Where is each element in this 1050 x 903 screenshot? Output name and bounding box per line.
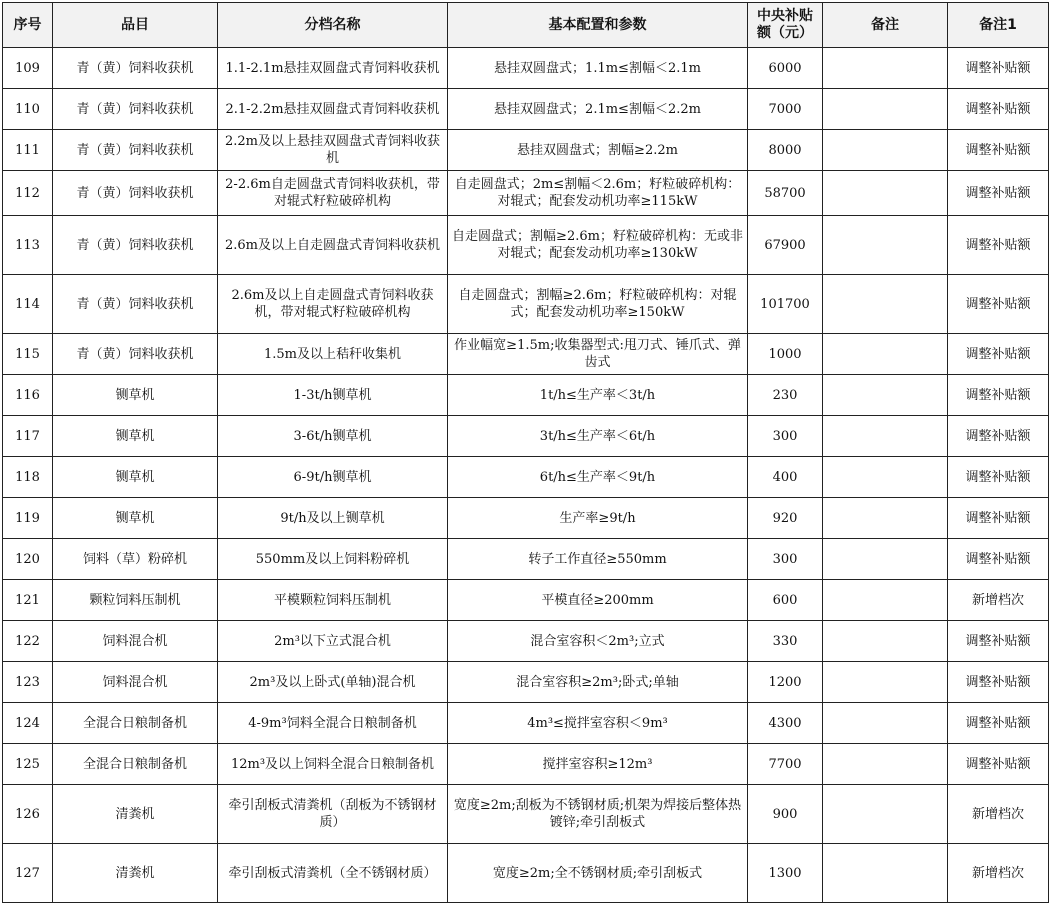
cell-item: 铡草机: [53, 498, 218, 539]
cell-remark: [823, 375, 948, 416]
cell-remark: [823, 785, 948, 844]
table-row: [3, 844, 1049, 903]
header-subsidy: 中央补贴额（元）: [748, 3, 823, 48]
cell-remark1: 调整补贴额: [948, 457, 1049, 498]
cell-tier: 3-6t/h铡草机: [218, 416, 448, 457]
cell-remark1: 新增档次: [948, 580, 1049, 621]
cell-remark1: 调整补贴额: [948, 662, 1049, 703]
cell-subsidy: 67900: [748, 216, 823, 275]
table-row: [3, 703, 1049, 744]
cell-tier: 2.6m及以上自走圆盘式青饲料收获机，带对辊式籽粒破碎机构: [218, 275, 448, 334]
cell-remark1: 调整补贴额: [948, 171, 1049, 216]
cell-tier: 550mm及以上饲料粉碎机: [218, 539, 448, 580]
cell-remark1: 调整补贴额: [948, 539, 1049, 580]
cell-spec: 6t/h≤生产率＜9t/h: [448, 457, 748, 498]
cell-item: 青（黄）饲料收获机: [53, 48, 218, 89]
cell-subsidy: 920: [748, 498, 823, 539]
cell-no: 117: [3, 416, 53, 457]
cell-spec: 自走圆盘式；割幅≥2.6m；籽粒破碎机构：无或非对辊式；配套发动机功率≥130kW: [448, 216, 748, 275]
cell-remark: [823, 216, 948, 275]
cell-subsidy: 900: [748, 785, 823, 844]
cell-spec: 平模直径≥200mm: [448, 580, 748, 621]
header-no: 序号: [3, 3, 53, 48]
cell-remark: [823, 171, 948, 216]
table-row: [3, 375, 1049, 416]
cell-remark: [823, 130, 948, 171]
cell-tier: 2.2m及以上悬挂双圆盘式青饲料收获机: [218, 130, 448, 171]
cell-item: 青（黄）饲料收获机: [53, 89, 218, 130]
cell-remark1: 新增档次: [948, 844, 1049, 903]
cell-no: 109: [3, 48, 53, 89]
cell-subsidy: 101700: [748, 275, 823, 334]
cell-item: 青（黄）饲料收获机: [53, 216, 218, 275]
header-spec: 基本配置和参数: [448, 3, 748, 48]
cell-remark: [823, 498, 948, 539]
cell-subsidy: 300: [748, 539, 823, 580]
cell-remark: [823, 334, 948, 375]
cell-item: 饲料（草）粉碎机: [53, 539, 218, 580]
cell-item: 清粪机: [53, 785, 218, 844]
cell-tier: 2m³以下立式混合机: [218, 621, 448, 662]
table-row: [3, 457, 1049, 498]
cell-subsidy: 300: [748, 416, 823, 457]
table-row: [3, 89, 1049, 130]
cell-tier: 2m³及以上卧式(单轴)混合机: [218, 662, 448, 703]
cell-remark: [823, 48, 948, 89]
cell-no: 127: [3, 844, 53, 903]
cell-remark: [823, 744, 948, 785]
cell-spec: 混合室容积≥2m³;卧式;单轴: [448, 662, 748, 703]
cell-no: 112: [3, 171, 53, 216]
cell-remark: [823, 844, 948, 903]
cell-item: 全混合日粮制备机: [53, 703, 218, 744]
cell-subsidy: 1300: [748, 844, 823, 903]
cell-item: 饲料混合机: [53, 662, 218, 703]
cell-no: 114: [3, 275, 53, 334]
cell-tier: 2.1-2.2m悬挂双圆盘式青饲料收获机: [218, 89, 448, 130]
cell-remark1: 调整补贴额: [948, 621, 1049, 662]
cell-no: 110: [3, 89, 53, 130]
cell-no: 123: [3, 662, 53, 703]
cell-no: 124: [3, 703, 53, 744]
cell-spec: 1t/h≤生产率＜3t/h: [448, 375, 748, 416]
cell-subsidy: 7700: [748, 744, 823, 785]
cell-no: 122: [3, 621, 53, 662]
cell-subsidy: 4300: [748, 703, 823, 744]
cell-spec: 自走圆盘式；割幅≥2.6m；籽粒破碎机构：对辊式；配套发动机功率≥150kW: [448, 275, 748, 334]
cell-subsidy: 1000: [748, 334, 823, 375]
cell-tier: 平模颗粒饲料压制机: [218, 580, 448, 621]
cell-tier: 1.5m及以上秸秆收集机: [218, 334, 448, 375]
cell-no: 120: [3, 539, 53, 580]
cell-no: 118: [3, 457, 53, 498]
header-remark: 备注: [823, 3, 948, 48]
cell-remark: [823, 275, 948, 334]
cell-no: 115: [3, 334, 53, 375]
cell-item: 青（黄）饲料收获机: [53, 334, 218, 375]
cell-remark1: 调整补贴额: [948, 216, 1049, 275]
table-row: [3, 130, 1049, 171]
table-row: [3, 275, 1049, 334]
table-row: [3, 498, 1049, 539]
cell-remark: [823, 457, 948, 498]
cell-tier: 1-3t/h铡草机: [218, 375, 448, 416]
cell-item: 铡草机: [53, 457, 218, 498]
cell-remark: [823, 580, 948, 621]
header-row: [3, 3, 1049, 48]
cell-spec: 生产率≥9t/h: [448, 498, 748, 539]
table-row: [3, 416, 1049, 457]
cell-remark: [823, 662, 948, 703]
cell-remark1: 调整补贴额: [948, 48, 1049, 89]
cell-subsidy: 7000: [748, 89, 823, 130]
cell-remark1: 调整补贴额: [948, 375, 1049, 416]
table-body: [3, 48, 1049, 903]
header-item: 品目: [53, 3, 218, 48]
cell-spec: 悬挂双圆盘式；割幅≥2.2m: [448, 130, 748, 171]
cell-remark: [823, 416, 948, 457]
cell-subsidy: 8000: [748, 130, 823, 171]
cell-remark: [823, 621, 948, 662]
cell-subsidy: 58700: [748, 171, 823, 216]
cell-subsidy: 230: [748, 375, 823, 416]
cell-item: 颗粒饲料压制机: [53, 580, 218, 621]
cell-item: 青（黄）饲料收获机: [53, 171, 218, 216]
cell-item: 青（黄）饲料收获机: [53, 130, 218, 171]
cell-remark1: 调整补贴额: [948, 416, 1049, 457]
header-tier: 分档名称: [218, 3, 448, 48]
table-row: [3, 580, 1049, 621]
cell-spec: 宽度≥2m;全不锈钢材质;牵引刮板式: [448, 844, 748, 903]
table-row: [3, 171, 1049, 216]
cell-spec: 3t/h≤生产率＜6t/h: [448, 416, 748, 457]
cell-subsidy: 330: [748, 621, 823, 662]
cell-remark: [823, 539, 948, 580]
cell-tier: 2-2.6m自走圆盘式青饲料收获机，带对辊式籽粒破碎机构: [218, 171, 448, 216]
table-row: [3, 785, 1049, 844]
cell-spec: 转子工作直径≥550mm: [448, 539, 748, 580]
cell-remark: [823, 703, 948, 744]
cell-subsidy: 600: [748, 580, 823, 621]
cell-remark1: 新增档次: [948, 785, 1049, 844]
cell-tier: 6-9t/h铡草机: [218, 457, 448, 498]
cell-tier: 牵引刮板式清粪机（刮板为不锈钢材质）: [218, 785, 448, 844]
cell-item: 青（黄）饲料收获机: [53, 275, 218, 334]
cell-item: 铡草机: [53, 375, 218, 416]
cell-item: 清粪机: [53, 844, 218, 903]
table-row: [3, 662, 1049, 703]
cell-tier: 12m³及以上饲料全混合日粮制备机: [218, 744, 448, 785]
cell-no: 113: [3, 216, 53, 275]
cell-no: 126: [3, 785, 53, 844]
cell-tier: 9t/h及以上铡草机: [218, 498, 448, 539]
cell-remark: [823, 89, 948, 130]
cell-subsidy: 6000: [748, 48, 823, 89]
table-row: [3, 48, 1049, 89]
cell-remark1: 调整补贴额: [948, 89, 1049, 130]
cell-spec: 宽度≥2m;刮板为不锈钢材质;机架为焊接后整体热镀锌;牵引刮板式: [448, 785, 748, 844]
cell-spec: 自走圆盘式；2m≤割幅＜2.6m；籽粒破碎机构：对辊式；配套发动机功率≥115kW: [448, 171, 748, 216]
table-row: [3, 621, 1049, 662]
cell-spec: 搅拌室容积≥12m³: [448, 744, 748, 785]
cell-spec: 4m³≤搅拌室容积＜9m³: [448, 703, 748, 744]
cell-tier: 1.1-2.1m悬挂双圆盘式青饲料收获机: [218, 48, 448, 89]
table-row: [3, 334, 1049, 375]
cell-remark1: 调整补贴额: [948, 498, 1049, 539]
cell-item: 铡草机: [53, 416, 218, 457]
table-row: [3, 539, 1049, 580]
cell-no: 121: [3, 580, 53, 621]
cell-item: 饲料混合机: [53, 621, 218, 662]
cell-remark1: 调整补贴额: [948, 744, 1049, 785]
cell-tier: 4-9m³饲料全混合日粮制备机: [218, 703, 448, 744]
cell-remark1: 调整补贴额: [948, 275, 1049, 334]
cell-spec: 混合室容积＜2m³;立式: [448, 621, 748, 662]
subsidy-table: [2, 2, 1049, 903]
table-row: [3, 744, 1049, 785]
cell-no: 116: [3, 375, 53, 416]
cell-subsidy: 1200: [748, 662, 823, 703]
cell-no: 119: [3, 498, 53, 539]
table-row: [3, 216, 1049, 275]
header-remark1: 备注1: [948, 3, 1049, 48]
cell-remark1: 调整补贴额: [948, 130, 1049, 171]
cell-spec: 悬挂双圆盘式；1.1m≤割幅＜2.1m: [448, 48, 748, 89]
cell-subsidy: 400: [748, 457, 823, 498]
cell-no: 125: [3, 744, 53, 785]
cell-tier: 牵引刮板式清粪机（全不锈钢材质）: [218, 844, 448, 903]
cell-spec: 悬挂双圆盘式；2.1m≤割幅＜2.2m: [448, 89, 748, 130]
cell-item: 全混合日粮制备机: [53, 744, 218, 785]
cell-spec: 作业幅宽≥1.5m;收集器型式:甩刀式、锤爪式、弹齿式: [448, 334, 748, 375]
cell-no: 111: [3, 130, 53, 171]
cell-remark1: 调整补贴额: [948, 703, 1049, 744]
cell-tier: 2.6m及以上自走圆盘式青饲料收获机: [218, 216, 448, 275]
cell-remark1: 调整补贴额: [948, 334, 1049, 375]
